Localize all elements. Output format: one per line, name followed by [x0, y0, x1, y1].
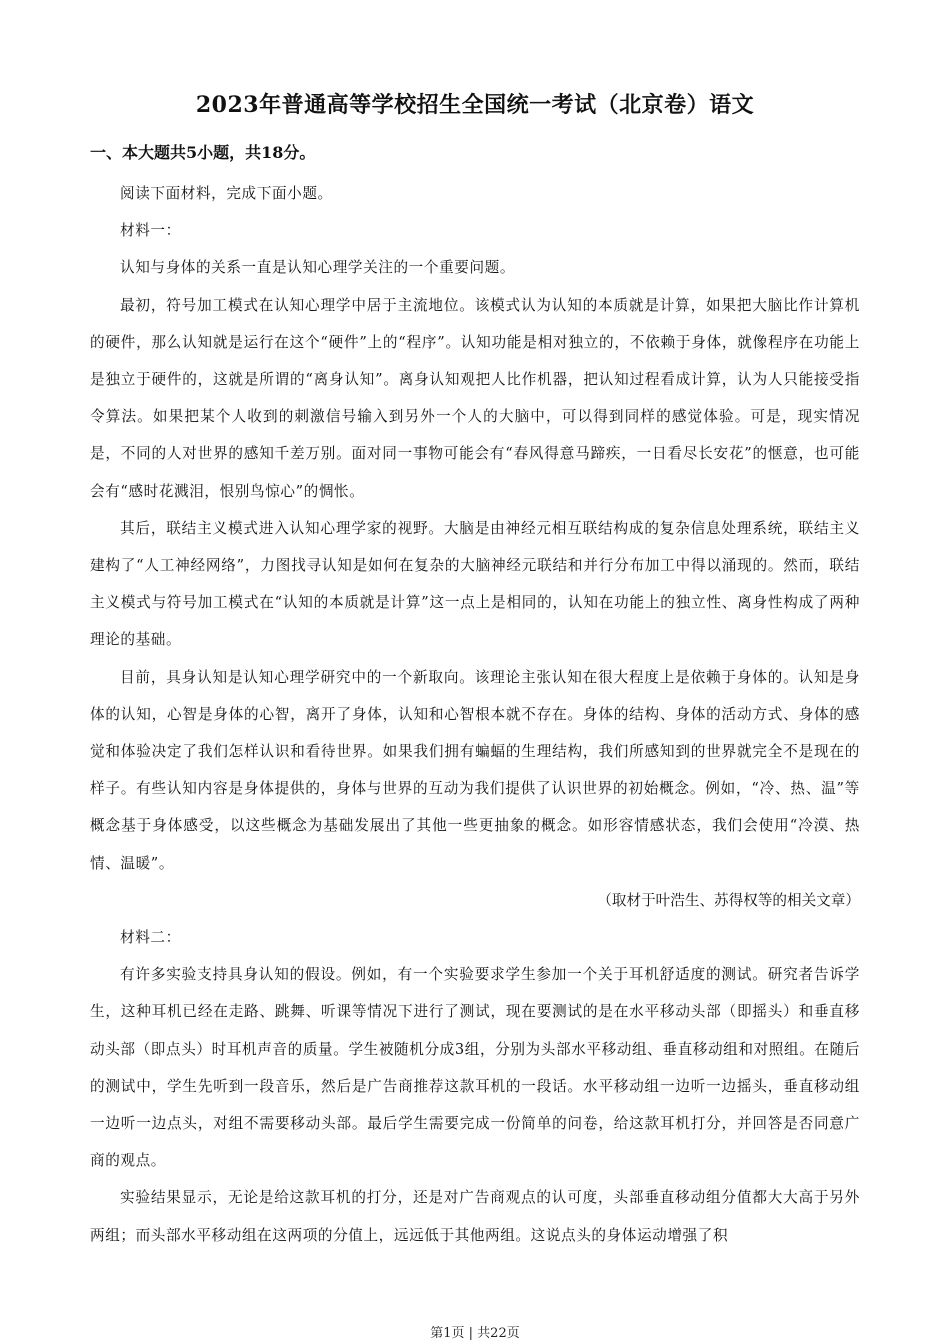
page-footer: 第1页 | 共22页: [430, 1326, 520, 1341]
paragraph: 目前，具身认知是认知心理学研究中的一个新取向。该理论主张认知在很大程度上是依赖于身体的。认知是身体的认知，心智是身体的心智，离开了身体，认知和心智根本就不存在。身体的结构、身体的活动方式、身体的感觉和体验决定了我们怎样认识和看待世界。如果我们拥有蝙蝠的生理结构，我们所感知到的世界就完全不是现在的样子。有些认知内容是身体提供的，身体与世界的互动为我们提供了认识世界的初始概念。例如，“冷、热、温”等概念基于身体感受，以这些概念为基础发展出了其他一些更抽象的概念。如形容情感状态，我们会使用“冷漠、热情、温暖”。: [90, 668, 860, 872]
page-title: 2023年普通高等学校招生全国统一考试（北京卷）语文: [195, 92, 755, 118]
source-citation: （取材于叶浩生、苏得权等的相关文章）: [597, 891, 860, 909]
paragraph: 最初，符号加工模式在认知心理学中居于主流地位。该模式认为认知的本质就是计算，如果把大脑比作计算机的硬件，那么认知就是运行在这个“硬件”上的“程序”。认知功能是相对独立的，不依赖于身体，就像程序在功能上是独立于硬件的，这就是所谓的“离身认知”。离身认知观把人比作机器，把认知过程看成计算，认为人只能接受指令算法。如果把某个人收到的刺激信号输入到另外一个人的大脑中，可以得到同样的感觉体验。可是，现实情况是，不同的人对世界的感知千差万别。面对同一事物可能会有“春风得意马蹄疾，一日看尽长安花”的惬意，也可能会有“感时花溅泪，恨别鸟惊心”的惆怅。: [90, 296, 860, 500]
paragraph: 实验结果显示，无论是给这款耳机的打分，还是对广告商观点的认可度，头部垂直移动组分值都大大高于另外两组；而头部水平移动组在这两项的分值上，远远低于其他两组。这说点头的身体运动增强了积: [90, 1189, 860, 1244]
paragraph: 有许多实验支持具身认知的假设。例如，有一个实验要求学生参加一个关于耳机舒适度的测试。研究者告诉学生，这种耳机已经在走路、跳舞、听课等情况下进行了测试，现在要测试的是在水平移动头部（即摇头）和垂直移动头部（即点头）时耳机声音的质量。学生被随机分成3组，分别为头部水平移动组、垂直移动组和对照组。在随后的测试中，学生先听到一段音乐，然后是广告商推荐这款耳机的一段话。水平移动组一边听一边摇头，垂直移动组一边听一边点头，对组不需要移动头部。最后学生需要完成一份简单的问卷，给这款耳机打分，并回答是否同意广商的观点。: [90, 966, 860, 1170]
instruction-text: 阅读下面材料，完成下面小题。: [120, 185, 333, 202]
document-body: [90, 175, 860, 1254]
paragraph: 认知与身体的关系一直是认知心理学关注的一个重要问题。: [120, 259, 516, 277]
paragraph: 其后，联结主义模式进入认知心理学家的视野。大脑是由神经元相互联结构成的复杂信息处理系统，联结主义建构了“人工神经网络”，力图找寻认知是如何在复杂的大脑神经元联结和并行分布加工中得以涌现的。然而，联结主义模式与符号加工模式在“认知的本质就是计算”这一点上是相同的，认知在功能上的独立性、离身性构成了两种理论的基础。: [90, 519, 860, 649]
material2-label: 材料二：: [120, 929, 181, 947]
section-heading: 一、本大题共5小题，共18分。: [90, 143, 316, 162]
material1-label: 材料一：: [120, 222, 181, 240]
